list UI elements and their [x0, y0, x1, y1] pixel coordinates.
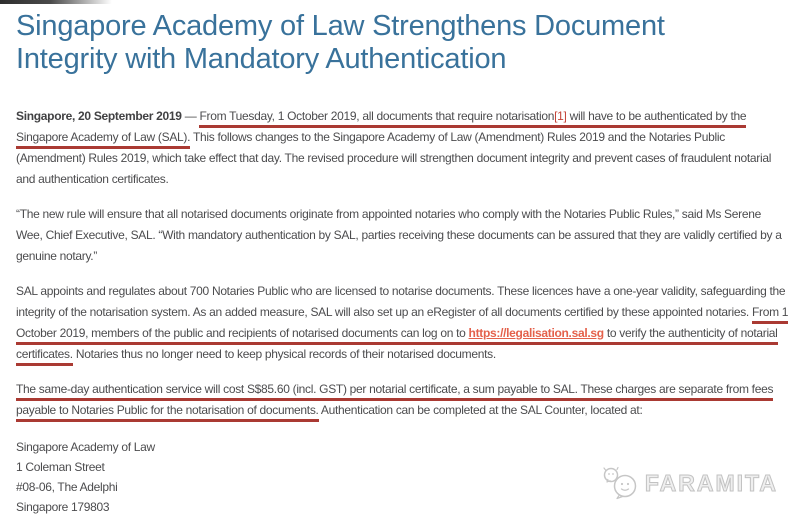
text-segment: SAL appoints and regulates about 700 Notaries Public who are licensed to notarise documents. These licences have a one-year validity, safeguarding the integrity of the notarisation system. As an added measure, SAL will also set up an eRegister of all documents certified by these appointed notaries.: [16, 284, 786, 319]
watermark-text: FARAMITA: [644, 469, 778, 496]
paragraph-eregister: [16, 281, 790, 365]
address-line-unit: #08-06, The Adelphi: [16, 480, 118, 494]
text-segment: to verify the authenticity of notarial certificates.: [16, 326, 778, 366]
chat-bubbles-face-icon: [602, 466, 640, 500]
text-segment: will have to be authenticated by the Singapore Academy of Law (SAL).: [16, 109, 746, 149]
top-edge-artifact: [0, 0, 112, 4]
paragraph-fees: [16, 379, 790, 421]
text-segment: Authentication can be completed at the SAL Counter, located at:: [318, 403, 643, 417]
address-line-postal: Singapore 179803: [16, 500, 110, 514]
paragraph-quote: [16, 204, 790, 267]
text-segment: The same-day authentication service will cost S$85.60 (incl. GST) per notarial certificate, a sum payable to SAL. These charges are separate from fees payable to Notaries Public for the notarisation of documents.: [16, 382, 773, 422]
article-body: [16, 106, 790, 421]
text-segment: From Tuesday, 1 October 2019, all documents that require notarisation: [199, 109, 554, 128]
footnote-ref: [1]: [554, 109, 566, 128]
address-line-org: Singapore Academy of Law: [16, 440, 155, 454]
text-segment: This follows changes to the Singapore Academy of Law (Amendment) Rules 2019 and the Notaries Public (Amendment) Rules 2019, which take effect that day. The revised procedure will strengthen document integrity and prevent cases of fraudulent notarial and authentication certificates.: [16, 130, 772, 186]
text-segment: From 1 October 2019, members of the public and recipients of notarised documents can log on to: [16, 305, 788, 345]
text-segment: Notaries thus no longer need to keep physical records of their notarised documents.: [72, 347, 496, 361]
article-content: [16, 10, 790, 516]
text-segment: —: [181, 109, 200, 123]
paragraph-intro: [16, 106, 790, 190]
address-line-street: 1 Coleman Street: [16, 460, 105, 474]
page-title: Singapore Academy of Law Strengthens Document Integrity with Mandatory Authentication: [16, 10, 665, 75]
text-segment: “The new rule will ensure that all notarised documents originate from appointed notaries who comply with the Notaries Public Rules,” said Ms Serene Wee, Chief Executive, SAL. “With mandatory authentication by SAL, parties receiving these documents can be assured that they are validly certified by a genuine notary.”: [16, 207, 782, 263]
text-segment: Singapore, 20 September 2019: [16, 109, 182, 123]
watermark: [602, 466, 778, 500]
legalisation-link[interactable]: https://legalisation.sal.sg: [469, 326, 604, 345]
